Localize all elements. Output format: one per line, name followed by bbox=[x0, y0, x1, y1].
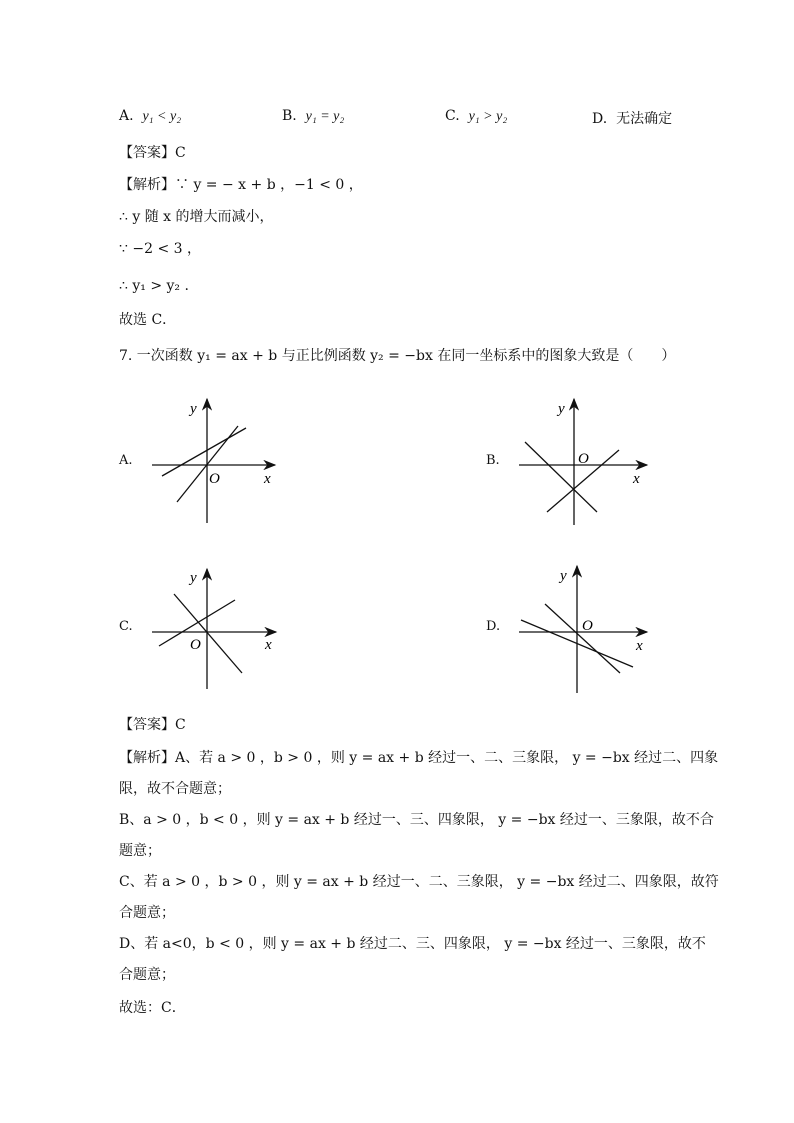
option-expr: y₁ > y₂ bbox=[468, 109, 508, 124]
q7-question: 7. 一次函数 y₁ = ax + b 与正比例函数 y₂ = −bx 在同一坐标系中的图象大致是（ ） bbox=[119, 348, 676, 364]
origin-label: O bbox=[582, 618, 593, 634]
q6-analysis-line: 故选 C． bbox=[119, 312, 177, 328]
q6-option-a bbox=[119, 108, 181, 125]
q7-answer: 【答案】C bbox=[119, 717, 186, 733]
graph-option-label-a: A. bbox=[119, 453, 133, 468]
q6-option-d bbox=[592, 108, 672, 128]
graph-option-label-d: D. bbox=[486, 619, 501, 634]
q7-analysis-line: D、若 a<0，b < 0 ，则 y = ax + b 经过二、三、四象限， y = −bx 经过一、三象限，故不 bbox=[119, 936, 706, 952]
q6-analysis-line: ∵ −2 < 3 ， bbox=[119, 241, 201, 257]
q6-answer: 【答案】C bbox=[119, 145, 186, 161]
q7-analysis-line: 限，故不合题意； bbox=[119, 781, 231, 797]
option-label: D. bbox=[592, 111, 608, 127]
y-axis-label: y bbox=[560, 568, 567, 584]
option-label: A. bbox=[119, 108, 134, 124]
q7-analysis-line: C、若 a > 0 ，b > 0 ，则 y = ax + b 经过一、二、三象限， y = −bx 经过二、四象限，故符 bbox=[119, 874, 719, 890]
origin-label: O bbox=[209, 471, 220, 487]
graph-a bbox=[145, 395, 285, 530]
q7-analysis-line: 故选：C． bbox=[119, 1000, 186, 1016]
q7-analysis-line: 合题意； bbox=[119, 967, 175, 983]
q6-analysis-line: 【解析】∵ y = − x + b ，−1 < 0 ， bbox=[119, 177, 363, 193]
graph-option-label-b: B. bbox=[486, 453, 500, 468]
option-label: B. bbox=[282, 108, 297, 124]
origin-label: O bbox=[578, 451, 589, 467]
origin-label: O bbox=[190, 637, 201, 653]
option-expr: 无法确定 bbox=[616, 111, 673, 127]
y-axis-label: y bbox=[558, 401, 565, 417]
graph-d bbox=[512, 562, 652, 697]
line-neg-bx bbox=[545, 604, 620, 673]
option-expr: y₁ < y₂ bbox=[142, 109, 182, 124]
q6-analysis-line: ∴ y₁ > y₂ . bbox=[119, 278, 189, 294]
graph-b bbox=[512, 395, 652, 530]
q7-analysis-line: B、a > 0 ，b < 0 ，则 y = ax + b 经过一、三、四象限， y = −bx 经过一、三象限，故不合 bbox=[119, 812, 714, 828]
y-axis-label: y bbox=[190, 401, 197, 417]
option-expr: y₁ = y₂ bbox=[305, 109, 345, 124]
x-axis-label: x bbox=[264, 471, 271, 487]
graph-option-label-c: C. bbox=[119, 619, 133, 634]
q6-analysis-line: ∴ y 随 x 的增大而减小， bbox=[119, 209, 274, 225]
x-axis-label: x bbox=[265, 637, 272, 653]
q7-analysis-line: 【解析】A、若 a > 0 ，b > 0 ，则 y = ax + b 经过一、二、三象限， y = −bx 经过二、四象 bbox=[119, 750, 719, 766]
q7-analysis-line: 题意； bbox=[119, 843, 161, 859]
option-label: C. bbox=[445, 108, 460, 124]
line-neg-bx bbox=[174, 594, 242, 673]
q6-option-b bbox=[282, 108, 344, 125]
x-axis-label: x bbox=[636, 638, 643, 654]
graph-c bbox=[145, 565, 285, 695]
x-axis-label: x bbox=[633, 471, 640, 487]
q6-option-c bbox=[445, 108, 507, 125]
q7-analysis-line: 合题意； bbox=[119, 905, 175, 921]
y-axis-label: y bbox=[190, 570, 197, 586]
